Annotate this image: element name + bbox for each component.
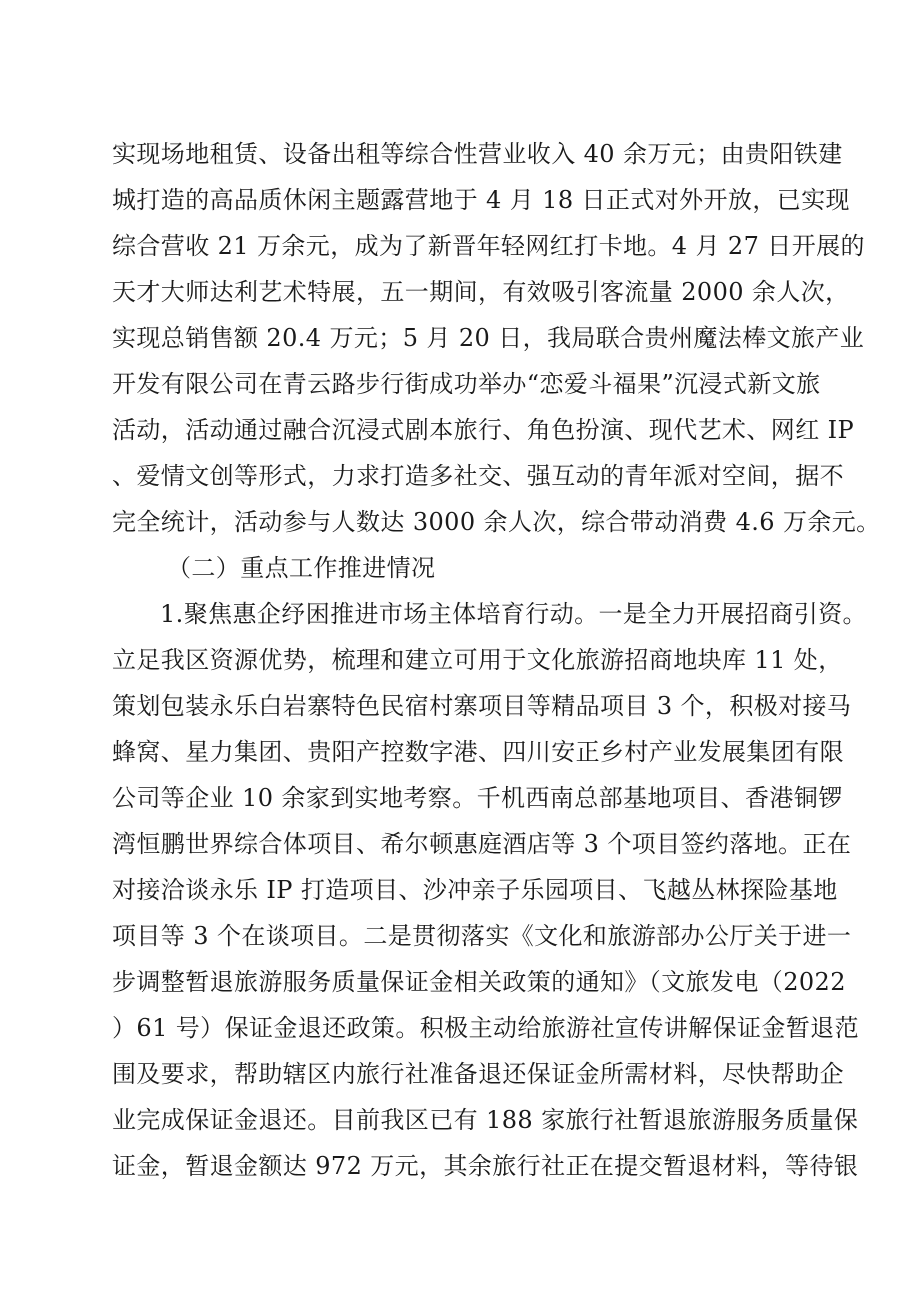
paragraph-line: 策划包装永乐白岩寨特色民宿村寨项目等精品项目 3 个，积极对接马 [112,692,852,720]
paragraph-line: 立足我区资源优势，梳理和建立可用于文化旅游招商地块库 11 处， [112,646,843,674]
paragraph-line: 活动，活动通过融合沉浸式剧本旅行、角色扮演、现代艺术、网红 IP [112,416,855,444]
paragraph-line: 湾恒鹏世界综合体项目、希尔顿惠庭酒店等 3 个项目签约落地。正在 [112,830,852,858]
paragraph-line: 对接洽谈永乐 IP 打造项目、沙冲亲子乐园项目、飞越丛林探险基地 [112,876,838,904]
paragraph-line: 综合营收 21 万余元，成为了新晋年轻网红打卡地。4 月 27 日开展的 [112,232,865,260]
paragraph-line: 完全统计，活动参与人数达 3000 余人次，综合带动消费 4.6 万余元。 [112,508,881,536]
paragraph-line: ）61 号）保证金退还政策。积极主动给旅游社宣传讲解保证金暂退范 [112,1014,859,1042]
paragraph-line: 蜂窝、星力集团、贵阳产控数字港、四川安正乡村产业发展集团有限 [112,738,844,766]
paragraph-line: 天才大师达利艺术特展，五一期间，有效吸引客流量 2000 余人次， [112,278,850,306]
paragraph-line: 围及要求，帮助辖区内旅行社准备退还保证金所需材料，尽快帮助企 [112,1060,844,1088]
paragraph-line: 实现总销售额 20.4 万元；5 月 20 日，我局联合贵州魔法棒文旅产业 [112,324,865,352]
paragraph-line: 步调整暂退旅游服务质量保证金相关政策的通知》（文旅发电（2022 [112,968,846,996]
paragraph-line: 业完成保证金退还。目前我区已有 188 家旅行社暂退旅游服务质量保 [112,1106,859,1134]
paragraph-line: 证金，暂退金额达 972 万元，其余旅行社正在提交暂退材料，等待银 [112,1152,859,1180]
paragraph-line: 、爱情文创等形式，力求打造多社交、强互动的青年派对空间，据不 [112,462,844,490]
paragraph-line: 公司等企业 10 余家到实地考察。千机西南总部基地项目、香港铜锣 [112,784,843,812]
paragraph-line: 实现场地租赁、设备出租等综合性营业收入 40 余万元；由贵阳铁建 [112,140,843,168]
paragraph-line: 城打造的高品质休闲主题露营地于 4 月 18 日正式对外开放，已实现 [112,186,850,214]
paragraph-line: 1.聚焦惠企纾困推进市场主体培育行动。一是全力开展招商引资。 [160,600,867,628]
paragraph-line: 开发有限公司在青云路步行街成功举办“恋爱斗福果”沉浸式新文旅 [112,370,821,398]
paragraph-line: 项目等 3 个在谈项目。二是贯彻落实《文化和旅游部办公厅关于进一 [112,922,852,950]
section-heading: （二）重点工作推进情况 [167,554,436,582]
